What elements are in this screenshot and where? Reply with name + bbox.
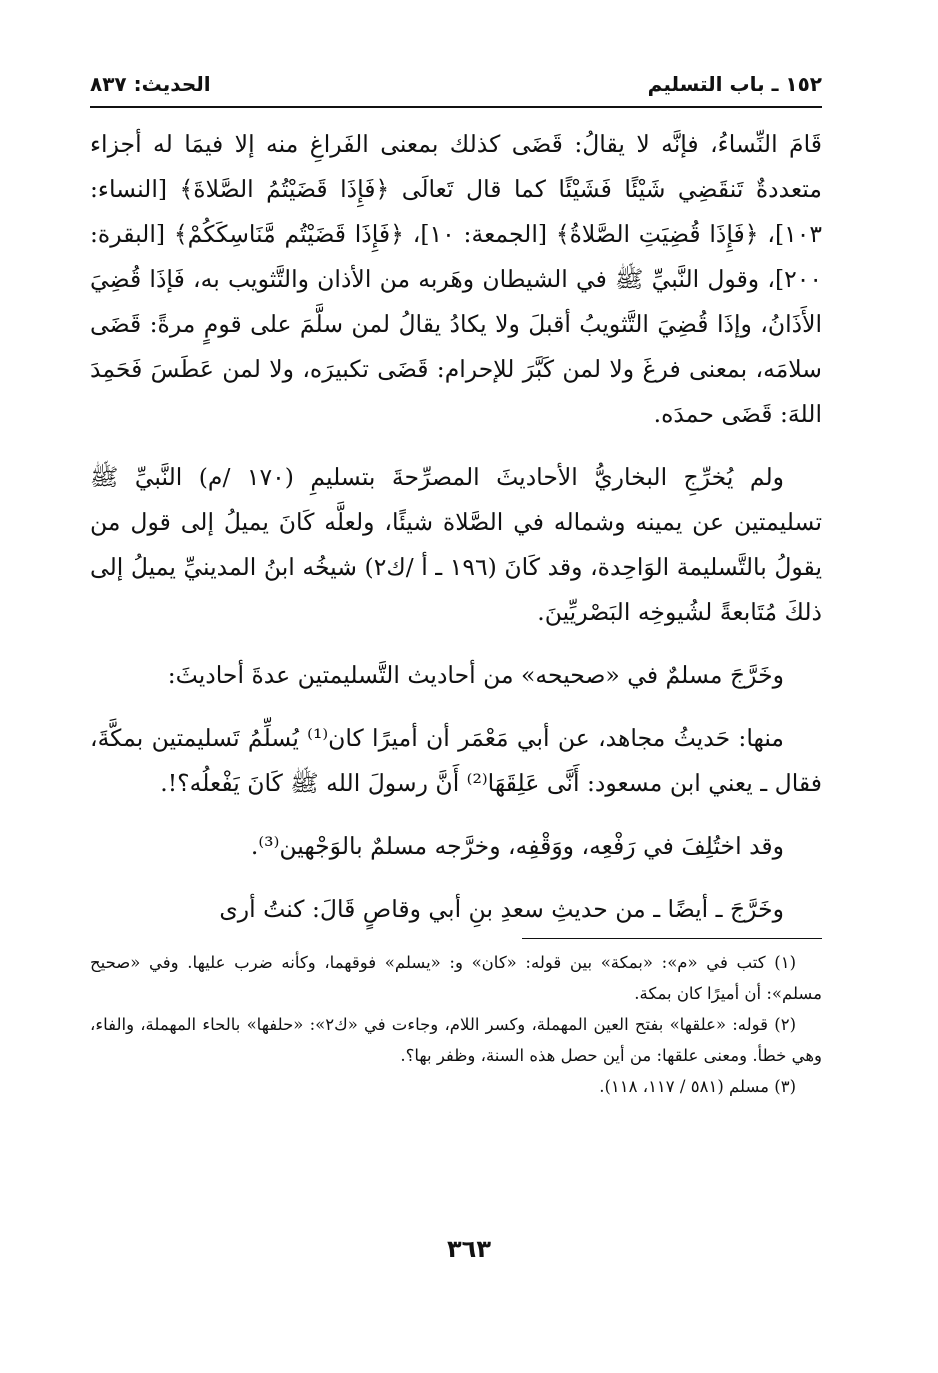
footnote: (١) كتب في «م»: «بمكة» بين قوله: «كان» و: «يسلم» فوقهما، وكأنه ضرب عليها. وفي «صحيح مسلم»: أن أميرًا كان بمكة. bbox=[90, 953, 822, 1003]
footnotes bbox=[90, 947, 822, 1102]
paragraph: قَامَ النِّساءُ، فإنَّه لا يقالُ: قَضَى كذلك بمعنى الفَراغِ منه إلا فيمَا له أجزاء متعددةٌ تَنقَضِي شَيْئًا فَشَيْئًا كما قال تَعالَى ﴿فَإِذَا قَضَيْتُمُ الصَّلاةَ﴾ [النساء: ١٠٣]، ﴿فَإِذَا قُضِيَتِ الصَّلاةُ﴾ [الجمعة: ١٠]، ﴿فَإِذَا قَضَيْتُم مَّنَاسِكَكُمْ﴾ [البقرة: ٢٠٠]، وقول النَّبيِّ ﷺ في الشيطان وهَربه من الأذان والتَّثويب به، فَإذَا قُضِيَ الأَذَانُ، وإذَا قُضِيَ التَّثويبُ أقبلَ ولا يكادُ يقالُ لمن سلَّمَ على قومٍ مرةً: قَضَى سلامَه، بمعنى فرغَ ولا لمن كَبَّرَ للإحرام: قَضَى تكبيرَه، ولا لمن عَطَسَ فَحَمِدَ اللهَ: قَضَى حمدَه. bbox=[90, 130, 822, 428]
paragraph: وقد اختُلِفَ في رَفْعِه، ووَقْفِه، وخرَّجه مسلمٌ بالوَجْهين⁽³⁾. bbox=[250, 832, 784, 860]
paragraph: ولم يُخرِّجِ البخاريُّ الأحاديثَ المصرِّحةَ بتسليمِ (١٧٠ /م) النَّبيِّ ﷺ تسليمتين عن يمينه وشماله في الصَّلاة شيئًا، ولعلَّه كَانَ يميلُ إلى قول من يقولُ بالتَّسليمة الوَاحِدة، وقد كَانَ (١٩٦ ـ أ /ك٢) شيخُه ابنُ المدينيِّ يميلُ إلى ذلكَ مُتَابعةً لشُيوخِه البَصْريِّينَ. bbox=[90, 463, 822, 626]
paragraph: وخَرَّجَ مسلمٌ في «صحيحه» من أحاديث التَّسليمتين عدةَ أحاديثَ: bbox=[167, 661, 784, 689]
running-header bbox=[90, 64, 822, 104]
book-page bbox=[90, 64, 822, 1334]
hadith-number: الحديث: ٨٣٧ bbox=[90, 72, 211, 96]
paragraph: منها: حَديثُ مجاهد، عن أبي مَعْمَر أن أميرًا كان⁽¹⁾ يُسلِّمُ تَسليمتين بمكَّةَ، فقال ـ يعني ابن مسعود: أَنَّى عَلِقَهَا⁽²⁾ أَنَّ رسولَ الله ﷺ كَانَ يَفْعلُه؟!. bbox=[90, 724, 822, 797]
paragraph: وخَرَّجَ ـ أيضًا ـ من حديثِ سعدِ بنِ أبي وقاصٍ قَالَ: كنتُ أرى bbox=[219, 895, 784, 923]
footnote: (٣) مسلم (٥٨١ / ١١٧، ١١٨). bbox=[599, 1077, 796, 1096]
chapter-title: ١٥٢ ـ باب التسليم bbox=[647, 72, 822, 96]
footnote: (٢) قوله: «علقها» بفتح العين المهملة، وكسر اللام، وجاءت في «ك٢»: «حلفها» بالحاء المهملة، والفاء، وهي خطأ. ومعنى علقها: من أين حصل هذه السنة، وظفر بها؟. bbox=[90, 1015, 822, 1065]
footnote-divider bbox=[522, 938, 822, 939]
page-number: ٣٦٣ bbox=[447, 1235, 491, 1263]
header-divider bbox=[90, 106, 822, 108]
main-text bbox=[90, 122, 822, 932]
